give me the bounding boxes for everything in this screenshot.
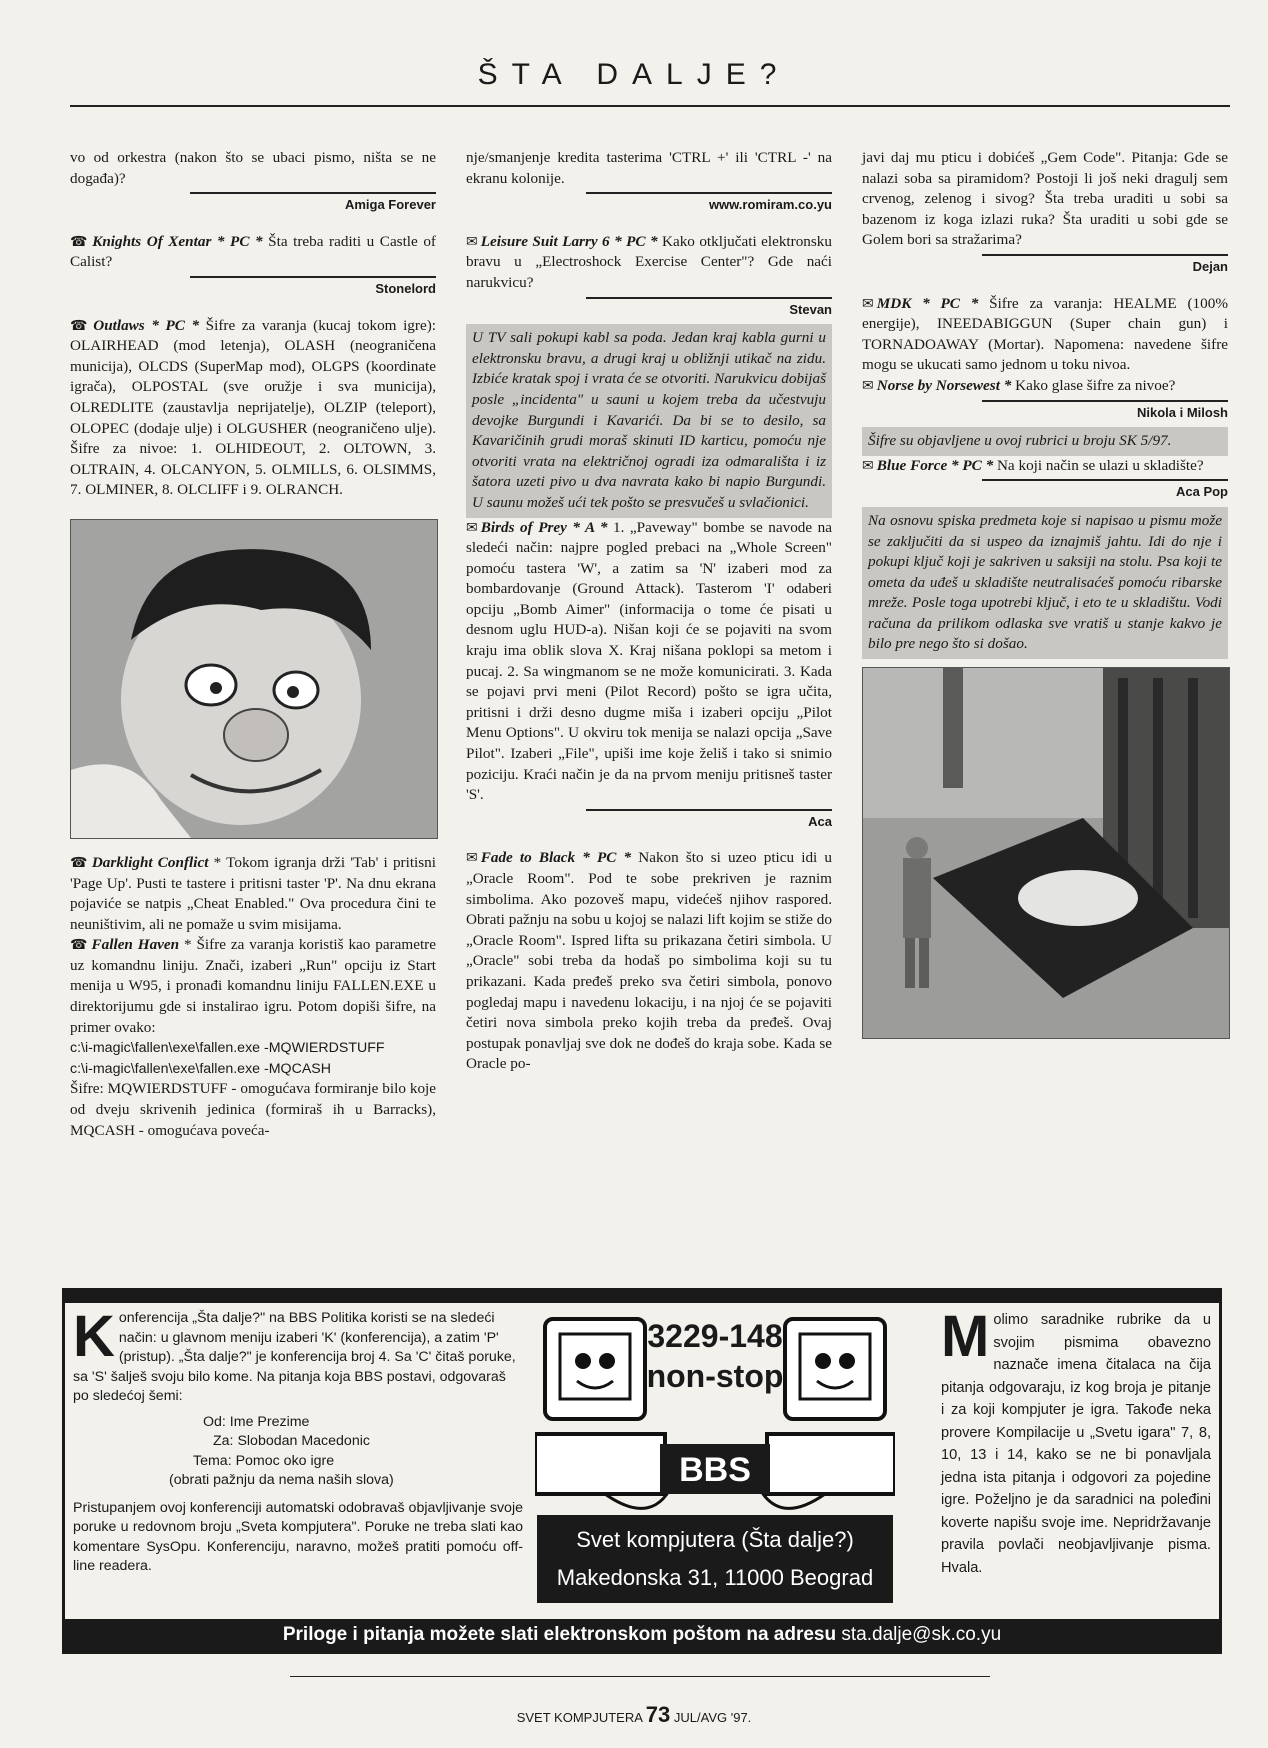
- code-line: c:\i-magic\fallen\exe\fallen.exe -MQCASH: [70, 1060, 331, 1077]
- nonstop-label: non-stop: [646, 1358, 784, 1394]
- answer-box: U TV sali pokupi kabl sa poda. Jedan kraj kabla gurni u elektronsku bravu, a drugi kraj u obližnji utikač na zidu. Izbiće kratak spoj i vrata će se otvoriti. Narukvicu dobijaš posle „incidenta" u sauni u kojem treba da učestvuju devojke Burgundi i Kavarići. Da bi se to desilo, sa Kavaričinih grudi moraš skinuti ID karticu, pomoću nje otvoriti vrata na električnoj ogradi iza odmarališta i iz šatora uzeti pivo u dva navrata kako bi napio Burgundi. U saunu možeš ući tek pošto se presvučeš u svlačionici.: [466, 324, 832, 517]
- scheme-note: (obrati pažnju da nema naših slova): [169, 1472, 394, 1488]
- drop-cap: M: [941, 1304, 990, 1369]
- page-title: ŠTA DALJE?: [477, 58, 791, 91]
- letter-icon: ✉: [466, 519, 478, 536]
- question: ✉ Birds of Prey * A * 1. „Paveway" bombe se navode na sledeći način: najpre pogled prebaci na „Whole Screen" pomoću tastera 'W', a zatim sa 'N' izaberi mod za bombardovanje (Ground Attack). Tasterom 'I' odaberi opciju „Bomb Aimer" (informacija o tome će pisati u desnom uglu HUD-a). Nišan koji će se pojaviti na svom kraju ima oblik slova X. Kraj nišana poklopi sa metom i pucaj. 2. Sa wingmanom se ne može komunicirati. 3. Kada se pojavi prvi meni (Pilot Record) pošto se igra učita, pritisni i drži desno dugme miša i izaberi opciju „Pilot Menu Options". U okviru tok menija se nalazi opcija „Save Pilot". Izaberi „File", upiši ime koje želiš i tako si snimio poziciju. Kraći način je da na prvom meniju pritisneš taster 'S'.: [466, 518, 833, 804]
- question: ✉ Fade to Black * PC * Nakon što si uzeo pticu idi u „Oracle Room". Pod te sobe prekriven je raznim simbolima. Ako pozoveš mapu, videćeš njihov raspored. Obrati pažnju na sobu u kojoj se nalazi lift kojim se stiže do „Oracle Room". Ispred lifta su prikazana četiri simbola. U „Oracle" sobi treba da hodaš po simbolima koji su tu prikazani. Kada pređeš preko sva četiri simbola, ponovo pogledaj mapu i navedenu lokaciju, i na njoj će se pojaviti četiri nova simbola preko kojih treba da pređeš. Ovaj postupak ponavljaj sve dok ne dođeš do kraja sobe. Kada se Oracle po-: [466, 849, 832, 1073]
- bbs-info-box: [62, 1288, 1222, 1654]
- paragraph: Pristupanjem ovoj konferenciji automatski odobravaš objavljivanje svoje poruke u redovnom broju „Sveta kompjutera". Poruke ne treba slati kao komentare SysOpu. Konferenciju, naravno, možeš pratiti pomoću off-line readera.: [73, 1499, 523, 1574]
- box-top-bar: [65, 1291, 1219, 1303]
- signature: Amiga Forever: [190, 192, 436, 216]
- signature: Stevan: [586, 297, 832, 321]
- signature: Stonelord: [190, 276, 436, 300]
- bbs-label: BBS: [679, 1451, 751, 1489]
- bbs-instructions: K onferencija „Šta dalje?" na BBS Politika koristi se na sledeći način: u glavnom meniju izaberi 'K' (konferencija), a zatim 'P' (pristup). „Šta dalje?" je konferencija broj 4. Sa 'C' čitaš poruke, sa 'S' šalješ svoju bilo kome. Na pitanja koja BBS postavi, odgovaraš po sledećoj šemi: Od: Ime Prezime Za: Slobodan Macedonic Tema: Pomoc oko igre (obrati pažnju da nema naših slova) Pristupanjem ovoj konferenciji automatski odobravaš objavljivanje svoje poruke u redovnom broju „Sveta kompjutera". Poruke ne treba slati kao komentare SysOpu. Konferenciju, naravno, možeš pratiti pomoću off-line readera.: [73, 1309, 523, 1577]
- question: ✉ MDK * PC * Šifre za varanja: HEALME (100% energije), INEEDABIGGUN (Super chain gun) i TORNADOAWAY (Mortar). Napomena: navedene šifre mogu se ukucati samo jednom u toku nivoa.: [862, 294, 1228, 374]
- signature: Dejan: [982, 254, 1228, 278]
- answer-box: Šifre su objavljene u ovoj rubrici u broju SK 5/97.: [862, 427, 1228, 456]
- phone-icon: ☎: [70, 937, 89, 954]
- blue-force-screenshot: [862, 667, 1230, 1039]
- signature: Aca Pop: [982, 479, 1228, 503]
- signature: www.romiram.co.yu: [586, 192, 832, 216]
- letter-icon: ✉: [862, 377, 874, 394]
- question: ✉ Norse by Norsewest * Kako glase šifre za nivoe?: [862, 376, 1176, 394]
- letter-icon: ✉: [466, 850, 478, 867]
- address-line-1: Svet kompjutera (Šta dalje?): [576, 1527, 854, 1552]
- address-block: [537, 1515, 893, 1603]
- question: ☎ Darklight Conflict * Tokom igranja drži 'Tab' i pritisni 'Page Up'. Pusti te tastere i pritisni taster 'P'. Na dnu ekrana pojaviće se natpis „Cheat Enabled." Ova procedura čini te neuništivim, ali ne pomaže u svim misijama.: [70, 853, 436, 933]
- paragraph: nje/smanjenje kredita tasterima 'CTRL +' ili 'CTRL -' na ekranu kolonije.: [466, 149, 832, 187]
- question: ☎ Knights Of Xentar * PC * Šta treba raditi u Castle of Calist?: [70, 232, 436, 271]
- signature: Aca: [586, 809, 832, 833]
- bbs-phone-number: 3229-148: [647, 1318, 783, 1354]
- scheme-to: Za: Slobodan Macedonic: [213, 1433, 370, 1449]
- larry-cartoon-image: [70, 519, 438, 839]
- page-number: 73: [645, 1702, 671, 1727]
- answer-box: Na osnovu spiska predmeta koje si napisao u pismu može se zaključiti da si uspeo da iznajmiš jahtu. Idi do nje i pokupi ključ koji je sakriven u saksiji na stolu. Psa koji te ometa da uđeš u skladište neutralisaćeš pomoću ribarske mreže. Posle toga upotrebi ključ, i eto te u skladištu. Vodi računa da prilikom odlaska sve vratiš u stanje kakvo je bilo pre nego što si došao.: [862, 507, 1228, 659]
- letter-icon: ✉: [862, 457, 874, 474]
- code-line: c:\i-magic\fallen\exe\fallen.exe -MQWIERDSTUFF: [70, 1040, 385, 1057]
- page-footer: SVET KOMPJUTERA 73 JUL/AVG '97.: [516, 1702, 752, 1727]
- email-bar: Priloge i pitanja možete slati elektronskom poštom na adresu sta.dalje@sk.co.yu: [65, 1619, 1219, 1651]
- phone-icon: ☎: [70, 317, 91, 334]
- scheme-from: Od: Ime Prezime: [203, 1413, 310, 1430]
- letter-icon: ✉: [862, 295, 874, 312]
- letter-icon: ✉: [466, 233, 478, 250]
- column-1: [70, 148, 436, 1141]
- contributor-notice: M olimo saradnike rubrike da u svojim pismima obavezno naznače imena čitalaca na čija pitanja odgovaraju, iz kog broja je pitanje i za koji kompjuter je igra. Takođe neka provere Kompilacije u „Svetu igara" 7, 8, 10, 13 i 14, kako se ne bi ponavljala jedna ista pitanja i odgovori za pojedine igre. Poželjno je da saradnici na poleđini koverte napišu svoje ime. Nepridržavanje pravila povlači neobjavljivanje pisma. Hvala.: [941, 1304, 1211, 1576]
- email-address[interactable]: sta.dalje@sk.co.yu: [841, 1624, 1002, 1645]
- phone-icon: ☎: [70, 233, 90, 250]
- question: ✉ Leisure Suit Larry 6 * PC * Kako otključati elektronsku bravu u „Electroshock Exercise Center"? Gde naći narukvicu?: [466, 232, 832, 291]
- column-3: [862, 148, 1228, 1039]
- header-rule: [70, 105, 1230, 107]
- phone-icon: ☎: [70, 854, 89, 871]
- question: ☎ Fallen Haven * Šifre za varanja koristiš kao parametre uz komandnu liniju. Znači, izaberi „Run" opciju iz Start menija u W95, i pronađi komandnu liniju FALLEN.EXE u direktorijumu gde si instalirao igru. Potom dopiši šifre, na primer ovako:: [70, 936, 436, 1036]
- footer-rule: [290, 1676, 990, 1677]
- column-2: [466, 148, 832, 1075]
- paragraph: vo od orkestra (nakon što se ubaci pismo, ništa se ne događa)?: [70, 149, 436, 187]
- question: ✉ Blue Force * PC * Na koji način se ulazi u skladište?: [862, 456, 1204, 474]
- scheme-subject: Tema: Pomoc oko igre: [193, 1452, 335, 1469]
- paragraph: Šifre: MQWIERDSTUFF - omogućava formiranje bilo koje od dveju skrivenih jedinica (formiraš ih u Barracks), MQCASH - omogućava poveća-: [70, 1080, 436, 1139]
- bbs-graphic: [535, 1309, 895, 1609]
- paragraph: javi daj mu pticu i dobićeš „Gem Code". Pitanja: Gde se nalazi soba sa piramidom? Postoji li još neki dragulj sem crvenog, zelenog i sivog? Šta treba uraditi u sobi sa bazenom iz koga izlazi ruka? Šta uraditi u sobi gde se Golem bori sa stražarima?: [862, 149, 1228, 249]
- address-line-2: Makedonska 31, 11000 Beograd: [556, 1565, 874, 1590]
- drop-cap: K: [73, 1304, 115, 1369]
- signature: Nikola i Milosh: [982, 400, 1228, 424]
- question: ☎ Outlaws * PC * Šifre za varanja (kucaj tokom igre): OLAIRHEAD (mod letenja), OLASH (neograničena municija), OLCDS (SuperMap mod), OLGPS (koordinate igrača), OLPOSTAL (sve oružje i sva municija), OLREDLITE (zaustavlja neprijatelje), OLZIP (teleport), OLOPEC (dodaje ulje) i OLGUSHER (neograničeno ulje). Šifre za nivoe: 1. OLHIDEOUT, 2. OLTOWN, 3. OLTRAIN, 4. OLCANYON, 5. OLMILLS, 6. OLSIMMS, 7. OLMINER, 8. OLCLIFF i 9. OLRANCH.: [70, 316, 436, 499]
